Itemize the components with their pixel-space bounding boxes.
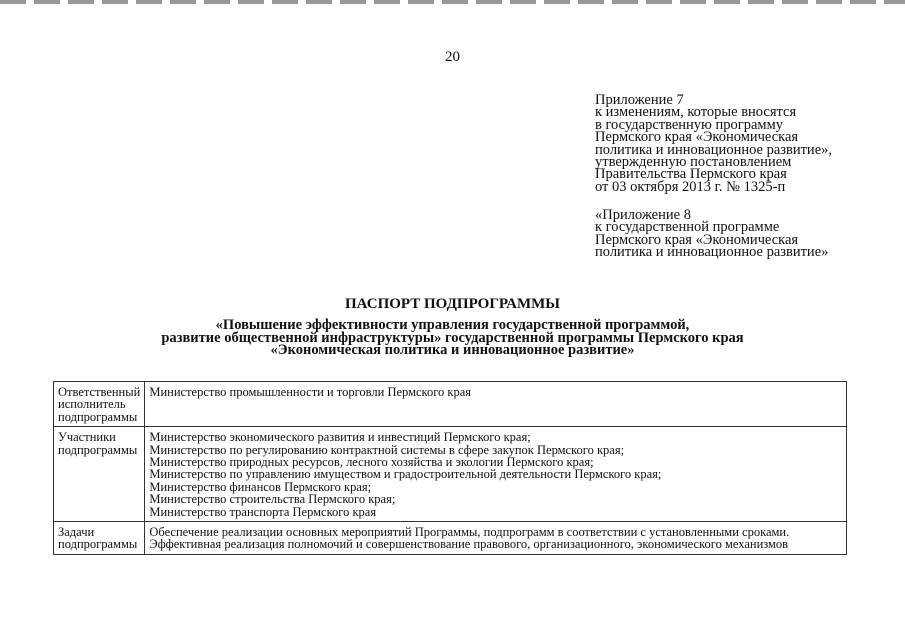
subtitle-line: развитие общественной инфраструктуры» государственной программы Пермского края [161, 329, 744, 346]
appendix-line: Пермского края «Экономическая [595, 129, 799, 146]
row-content-line: Министерство по управлению имуществом и градостроительной деятельности Пермского края; [149, 467, 662, 482]
row-label-line: подпрограммы [58, 537, 138, 552]
appendix-line: к государственной программе [595, 219, 780, 236]
appendix-line: «Приложение 8 [595, 207, 691, 223]
appendix-line: политика и инновационное развитие», [595, 141, 833, 158]
row-label-cell [54, 427, 145, 522]
table-row [54, 427, 847, 522]
appendix-line: к изменениям, которые вносятся [595, 104, 797, 121]
passport-table [53, 381, 847, 555]
document-subtitle [0, 319, 905, 357]
subtitle-line: «Повышение эффективности управления государственной программой, [215, 317, 690, 333]
row-content-line: Министерство финансов Пермского края; [149, 479, 372, 494]
document-title: ПАСПОРТ ПОДПРОГРАММЫ [344, 296, 560, 312]
row-label-line: подпрограммы [58, 409, 138, 424]
row-label-line: подпрограммы [58, 442, 138, 457]
appendix-line: Правительства Пермского края [595, 166, 787, 183]
appendix-line: утвержденную постановлением [595, 154, 792, 171]
page-top-edge [0, 0, 905, 4]
row-label-cell [54, 522, 145, 555]
appendix-line: Приложение 7 [595, 92, 684, 108]
row-content-line: Министерство по регулированию контрактной системы в сфере закупок Пермского края; [149, 442, 625, 457]
row-content-line: Министерство экономического развития и инвестиций Пермского края; [149, 430, 531, 445]
document-title-block [0, 296, 905, 357]
row-content-line: Эффективная реализация полномочий и совершенствование правового, организационного, экономического механизмов [149, 537, 789, 552]
row-content-line: Обеспечение реализации основных мероприятий Программы, подпрограмм в соответствии с установленными сроками. [149, 525, 790, 540]
appendix-line: политика и инновационное развитие» [595, 244, 829, 261]
row-content-line: Министерство промышленности и торговли Пермского края [149, 385, 472, 399]
row-label-cell [54, 382, 145, 427]
appendix-8-note [595, 209, 828, 259]
row-content-line: Министерство строительства Пермского края; [149, 492, 396, 507]
appendix-7-note [595, 94, 832, 193]
appendix-line: Пермского края «Экономическая [595, 231, 799, 248]
row-content-cell [145, 522, 847, 555]
page-number: 20 [445, 49, 460, 65]
row-label-line: исполнитель [58, 397, 126, 412]
table-row [54, 382, 847, 427]
subtitle-line: «Экономическая политика и инновационное развитие» [270, 342, 635, 359]
row-label-line: Ответственный [58, 385, 141, 399]
row-content-line: Министерство транспорта Пермского края [149, 504, 377, 519]
appendix-line: в государственную программу [595, 116, 784, 133]
row-label-line: Участники [58, 430, 116, 445]
row-content-cell [145, 427, 847, 522]
table-row [54, 522, 847, 555]
appendix-line: от 03 октября 2013 г. № 1325-п [595, 178, 786, 195]
row-content-cell [145, 382, 847, 427]
row-content-line: Министерство природных ресурсов, лесного хозяйства и экологии Пермского края; [149, 455, 594, 470]
row-label-line: Задачи [58, 525, 95, 540]
